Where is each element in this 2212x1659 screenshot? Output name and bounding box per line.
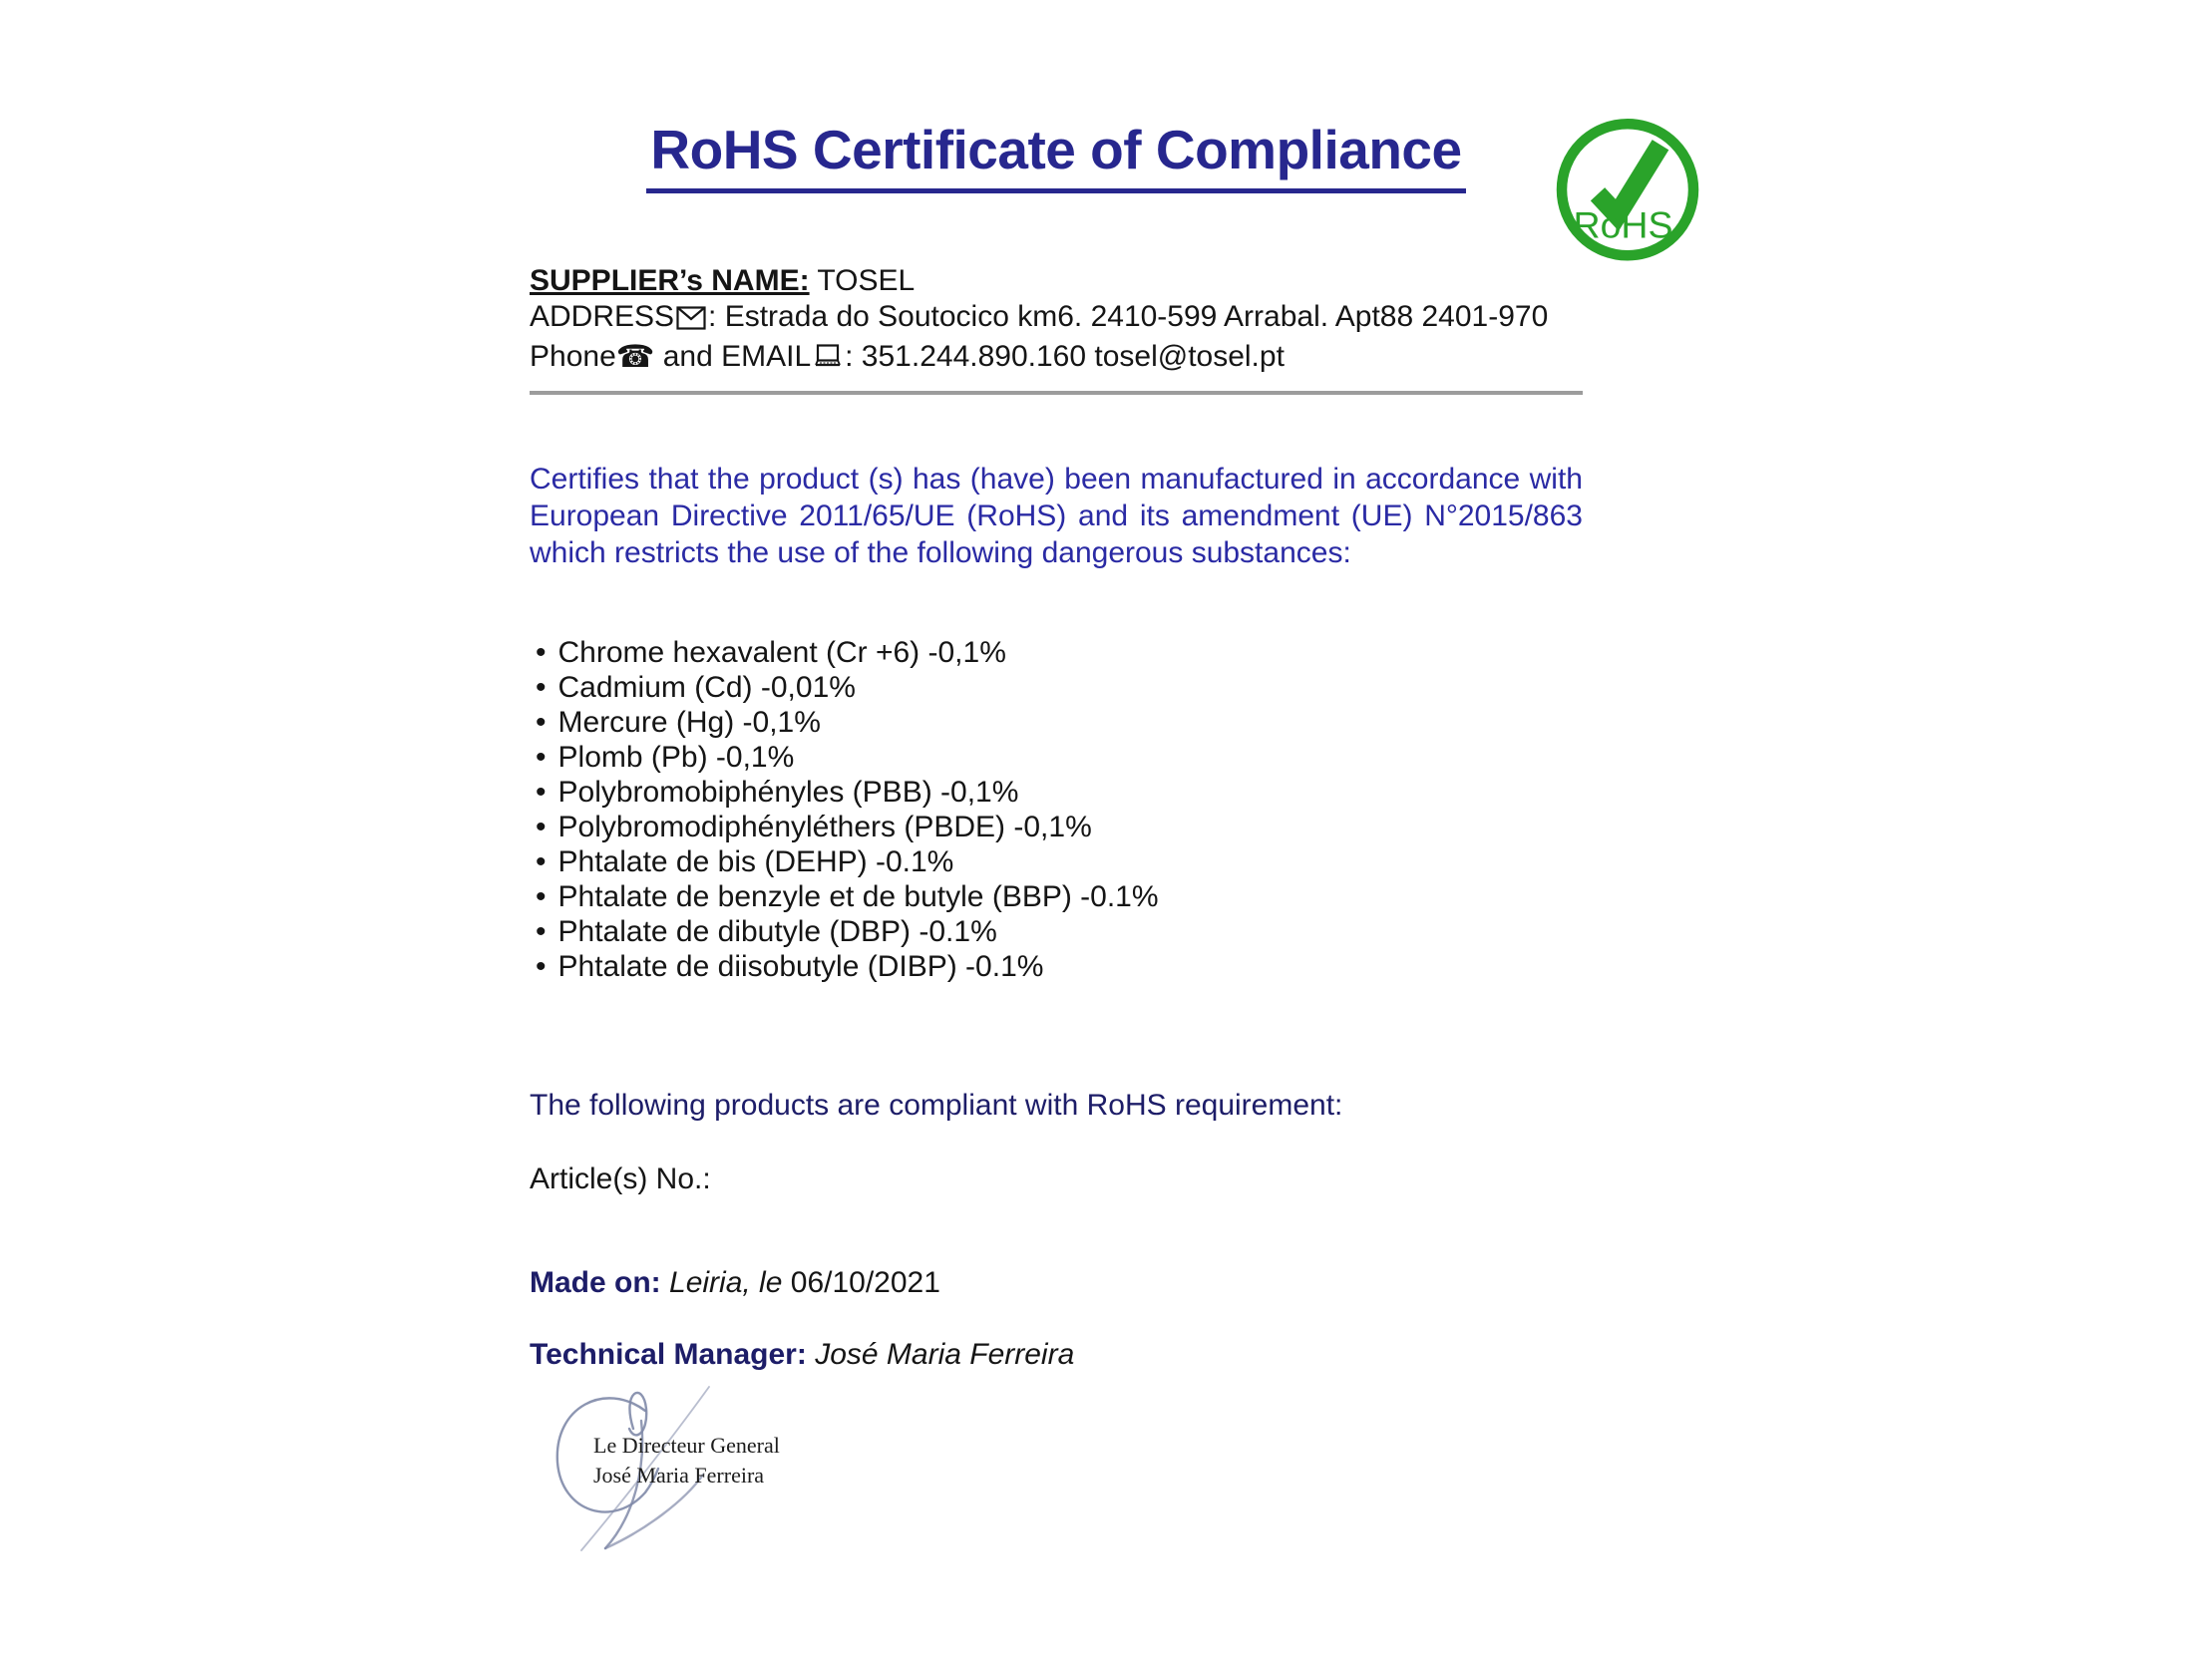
substance-item: • Polybromobiphényles (PBB) -0,1% [530, 775, 1583, 810]
certification-paragraph: Certifies that the product (s) has (have) been manufactured in accordance with European Directive 2011/65/UE (RoHS) and its amendment (UE) N°2015/863 which restricts the use of the following dangerous substances: [530, 462, 1583, 569]
substance-item: • Mercure (Hg) -0,1% [530, 705, 1583, 740]
substance-item: • Phtalate de bis (DEHP) -0.1% [530, 844, 1583, 879]
substances-list [530, 635, 1583, 984]
envelope-icon [676, 303, 706, 339]
articles-label: Article(s) No.: [530, 1161, 711, 1195]
supplier-name-value: TOSEL [817, 263, 916, 297]
substance-item: • Plomb (Pb) -0,1% [530, 740, 1583, 775]
stamp-text [593, 1431, 780, 1491]
address-label: ADDRESS [530, 299, 675, 333]
supplier-name-line [530, 263, 1583, 299]
made-on-place: Leiria, le [669, 1265, 783, 1299]
address-value: : Estrada do Soutocico km6. 2410-599 Arrabal. Apt88 2401-970 [708, 299, 1549, 333]
technical-manager-line [530, 1337, 1583, 1373]
made-on-line [530, 1265, 1583, 1301]
made-on-label: Made on: [530, 1265, 661, 1299]
technical-manager-name: José Maria Ferreira [815, 1337, 1075, 1371]
phone-icon: ☎ [615, 338, 655, 374]
section-divider [530, 391, 1583, 395]
supplier-name-label: SUPPLIER’s NAME: [530, 263, 810, 297]
supplier-contact-line [530, 339, 1583, 379]
technical-manager-label: Technical Manager: [530, 1337, 807, 1371]
substance-item: • Phtalate de diisobutyle (DIBP) -0.1% [530, 949, 1583, 984]
made-on-date: 06/10/2021 [790, 1265, 940, 1299]
phone-label: Phone [530, 339, 616, 373]
signature-block [534, 1379, 780, 1574]
contact-value: : 351.244.890.160 tosel@tosel.pt [845, 339, 1285, 373]
substance-item: • Chrome hexavalent (Cr +6) -0,1% [530, 635, 1583, 670]
compliance-statement: The following products are compliant with RoHS requirement: [530, 1088, 1343, 1122]
supplier-block [530, 263, 1583, 379]
rohs-logo-text: RoHS [1573, 203, 1673, 246]
stamp-line-1: Le Directeur General [593, 1432, 780, 1458]
document-body [530, 120, 1583, 1574]
substance-item: • Polybromodiphényléthers (PBDE) -0,1% [530, 810, 1583, 844]
substance-item: • Phtalate de benzyle et de butyle (BBP) -0.1% [530, 879, 1583, 914]
substance-item: • Phtalate de dibutyle (DBP) -0.1% [530, 914, 1583, 949]
computer-icon [813, 343, 843, 379]
supplier-address-line [530, 299, 1583, 339]
page-title: RoHS Certificate of Compliance [646, 120, 1465, 193]
substance-item: • Cadmium (Cd) -0,01% [530, 670, 1583, 705]
email-label: and EMAIL [662, 339, 812, 373]
stamp-line-2: José Maria Ferreira [593, 1462, 765, 1488]
